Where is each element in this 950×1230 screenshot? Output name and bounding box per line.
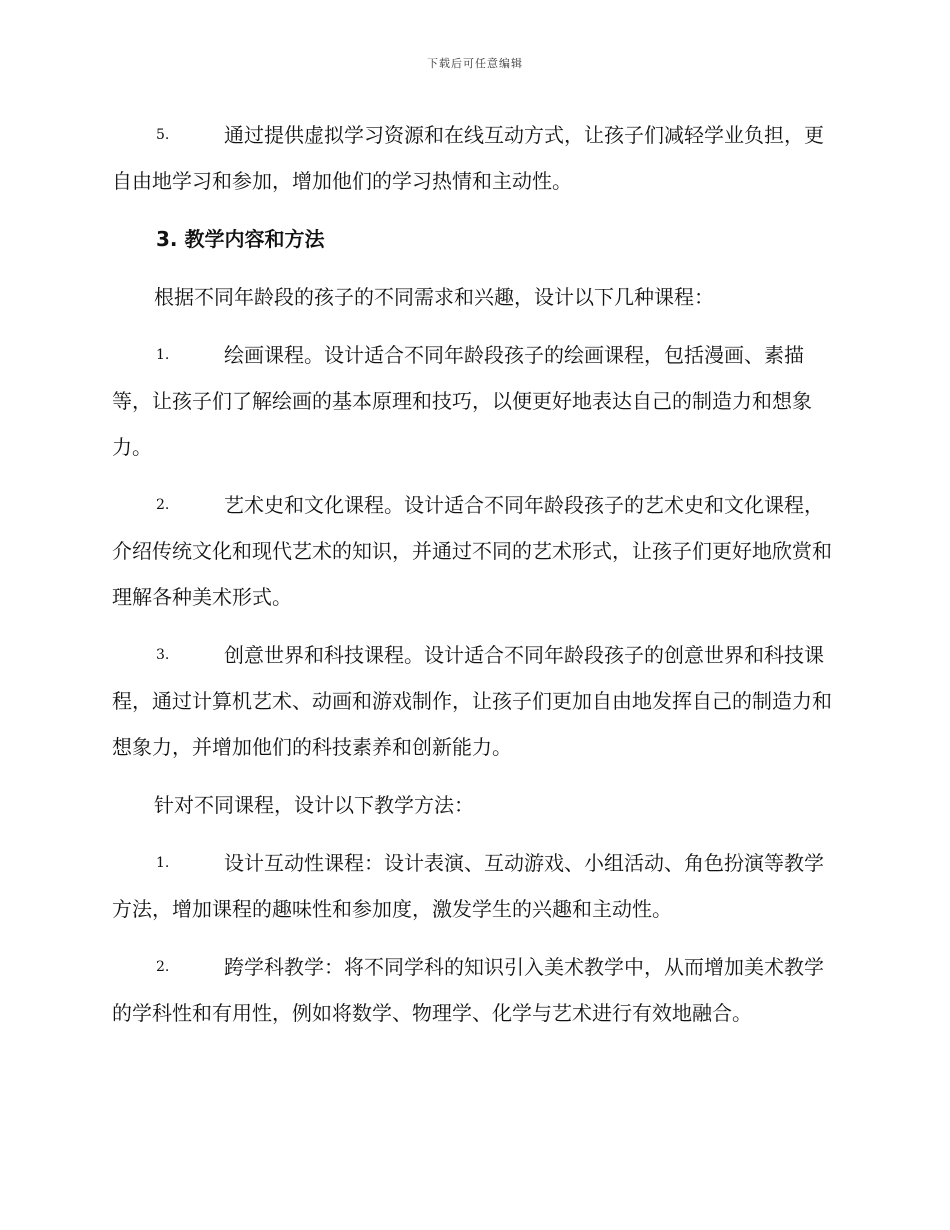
document-body — [112, 112, 834, 1048]
list-text: 通过提供虚拟学习资源和在线互动方式，让孩子们减轻学业负担，更自由地学习和参加，增加他们的学习热情和主动性。 — [112, 123, 824, 193]
list-text: 绘画课程。设计适合不同年龄段孩子的绘画课程，包括漫画、素描等，让孩子们了解绘画的基本原理和技巧，以便更好地表达自己的制造力和想象力。 — [112, 343, 812, 459]
list-number: 1. — [156, 347, 170, 363]
list-text: 艺术史和文化课程。设计适合不同年龄段孩子的艺术史和文化课程，介绍传统文化和现代艺术的知识，并通过不同的艺术形式，让孩子们更好地欣赏和理解各种美术形式。 — [112, 493, 832, 609]
list-text: 创意世界和科技课程。设计适合不同年龄段孩子的创意世界和科技课程，通过计算机艺术、动画和游戏制作，让孩子们更加自由地发挥自己的制造力和想象力，并增加他们的科技素养和创新能力。 — [112, 643, 832, 759]
section-heading: 3. 教学内容和方法 — [156, 227, 325, 251]
list-item — [112, 632, 834, 770]
list-number: 2. — [156, 497, 170, 513]
list-number: 3. — [156, 647, 170, 663]
page-header: 下载后可任意编辑 — [427, 57, 523, 70]
list-item — [112, 944, 834, 1036]
list-item — [112, 332, 834, 470]
list-item — [112, 482, 834, 620]
paragraph: 根据不同年龄段的孩子的不同需求和兴趣，设计以下几种课程： — [154, 285, 714, 309]
list-number: 5. — [156, 127, 170, 143]
paragraph: 针对不同课程，设计以下教学方法： — [154, 793, 474, 817]
list-item — [112, 112, 834, 204]
list-number: 1. — [156, 855, 170, 871]
list-item — [112, 840, 834, 932]
list-number: 2. — [156, 959, 170, 975]
list-text: 跨学科教学：将不同学科的知识引入美术教学中，从而增加美术教学的学科性和有用性，例如将数学、物理学、化学与艺术进行有效地融合。 — [112, 955, 824, 1025]
list-text: 设计互动性课程：设计表演、互动游戏、小组活动、角色扮演等教学方法，增加课程的趣味性和参加度，激发学生的兴趣和主动性。 — [112, 851, 824, 921]
